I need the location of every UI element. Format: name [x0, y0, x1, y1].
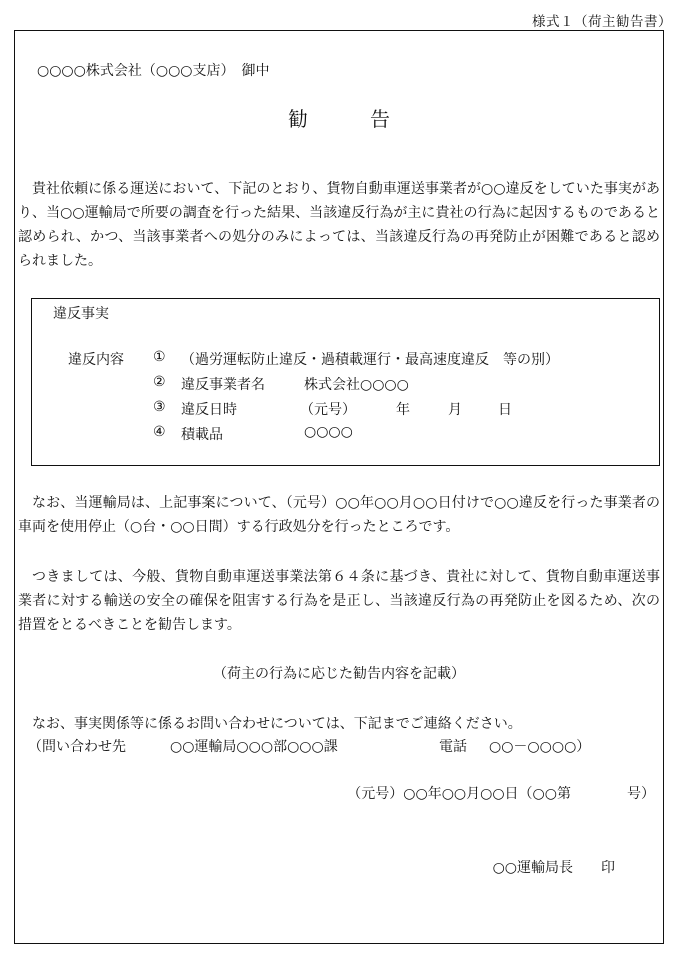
item-value: 株式会社○○○○	[304, 377, 409, 393]
opening-paragraph: 貴社依頼に係る運送において、下記のとおり、貨物自動車運送事業者が○○違反をしていた事実があり、当○○運輸局で所要の調査を行った結果、当該違反行為が主に貴社の行為に起因するものであると認められ、かつ、当該事業者への処分のみによっては、当該違反行為の再発防止が困難であると認められました。	[18, 181, 660, 269]
violation-facts-heading: 違反事実	[53, 306, 109, 322]
month-label: 月	[448, 402, 462, 418]
item-value: ○○○○	[304, 424, 353, 440]
violation-facts-box	[31, 298, 660, 466]
issue-date-line: （元号）○○年○○月○○日（○○第 号）	[347, 786, 655, 802]
sanction-paragraph: なお、当運輸局は、上記事案について、（元号）○○年○○月○○日付けで○○違反を行った事業者の車両を使用停止（○台・○○日間）する行政処分を行ったところです。	[18, 495, 660, 535]
document-title: 勧告	[288, 107, 452, 131]
measures-note: （荷主の行為に応じた勧告内容を記載）	[213, 666, 465, 682]
item-value: （元号）	[300, 402, 356, 418]
contact-office: ○○運輸局○○○部○○○課	[170, 739, 338, 755]
contact-label: （問い合わせ先	[28, 739, 126, 755]
recommendation-paragraph: つきましては、今般、貨物自動車運送事業法第６４条に基づき、貴社に対して、貨物自動車運送事業者に対する輸送の安全の確保を阻害する行為を是正し、当該違反行為の再発防止を図るため、次の措置をとるべきことを勧告します。	[18, 569, 660, 633]
phone-label: 電話	[439, 739, 467, 755]
item-text: （過労運転防止違反・過積載運行・最高速度違反 等の別）	[181, 352, 559, 368]
phone-number: ○○－○○○○）	[489, 739, 591, 755]
addressee: ○○○○株式会社（○○○支店） 御中	[37, 63, 270, 79]
item-number: ②	[153, 374, 166, 390]
item-number: ④	[153, 424, 166, 440]
form-label: 様式１（荷主勧告書）	[532, 14, 672, 30]
signature-line: ○○運輸局長 印	[492, 860, 615, 876]
item-text: 違反日時	[181, 402, 237, 418]
item-text: 違反事業者名	[181, 377, 265, 393]
item-text: 積載品	[181, 427, 223, 443]
year-label: 年	[396, 402, 410, 418]
document-frame	[14, 30, 664, 944]
violation-content-label: 違反内容	[68, 352, 124, 368]
item-number: ①	[153, 349, 166, 365]
inquiry-paragraph: なお、事実関係等に係るお問い合わせについては、下記までご連絡ください。	[32, 716, 522, 732]
day-label: 日	[498, 402, 512, 418]
item-number: ③	[153, 399, 166, 415]
